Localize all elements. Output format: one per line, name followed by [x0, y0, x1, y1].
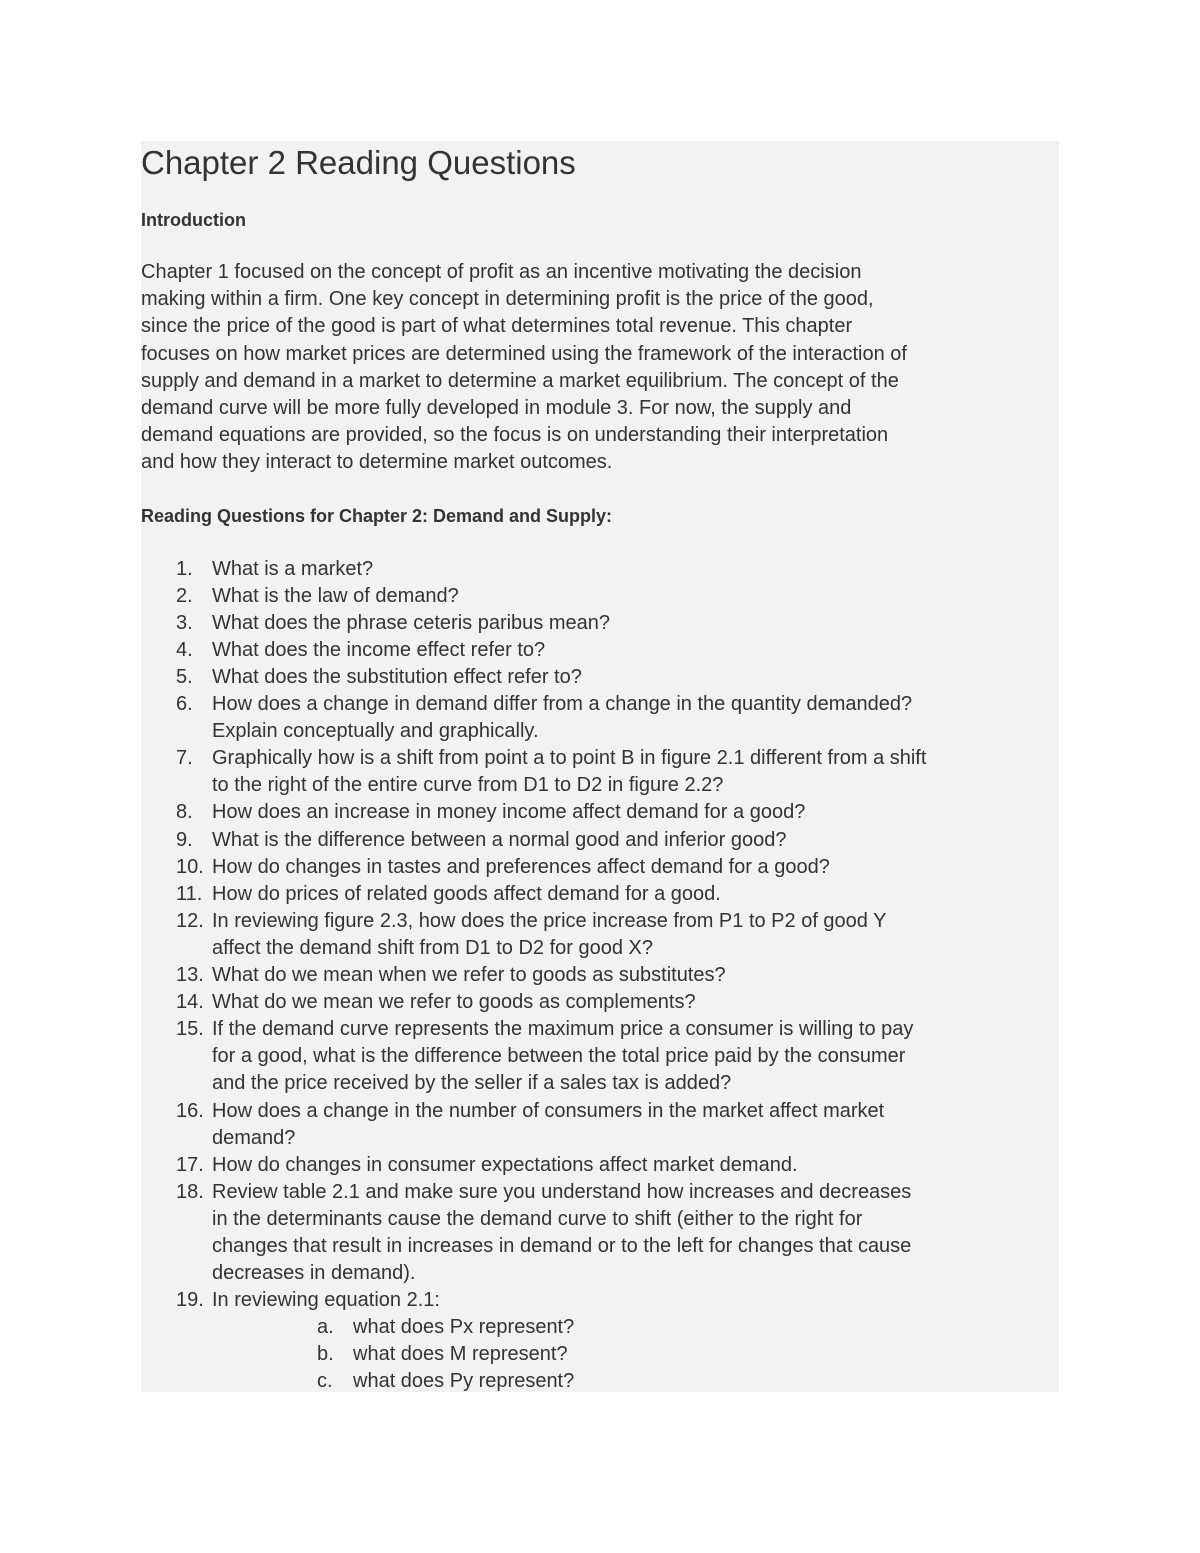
sub-question-text: what does M represent? [353, 1343, 568, 1366]
question-text: What do we mean we refer to goods as complements? [212, 991, 696, 1014]
question-number: 19. [176, 1289, 204, 1312]
page-title: Chapter 2 Reading Questions [141, 144, 576, 181]
paragraph-line: since the price of the good is part of what determines total revenue. This chapter [141, 315, 853, 338]
question-text: How do changes in tastes and preferences affect demand for a good? [212, 855, 830, 878]
question-text: What is the law of demand? [212, 584, 459, 607]
question-number: 13. [176, 964, 204, 987]
paragraph-line: supply and demand in a market to determine a market equilibrium. The concept of the [141, 369, 899, 392]
question-item [141, 1016, 1059, 1097]
question-text: How do changes in consumer expectations affect market demand. [212, 1153, 798, 1176]
question-text: How does an increase in money income affect demand for a good? [212, 801, 806, 824]
sub-question-letter: c. [317, 1370, 333, 1393]
sub-question-item [212, 1368, 1059, 1395]
introduction-heading: Introduction [141, 210, 246, 230]
questions-heading: Reading Questions for Chapter 2: Demand and Supply: [141, 505, 613, 526]
question-text: What does the income effect refer to? [212, 638, 546, 661]
question-item [141, 1098, 1059, 1152]
question-text: and the price received by the seller if a sales tax is added? [212, 1072, 732, 1095]
question-text: In reviewing equation 2.1: [212, 1289, 440, 1312]
question-text: changes that result in increases in demand or to the left for changes that cause [212, 1234, 912, 1257]
question-number: 7. [176, 747, 193, 770]
question-number: 11. [176, 882, 203, 905]
question-text: for a good, what is the difference between the total price paid by the consumer [212, 1045, 906, 1068]
paragraph-line: making within a firm. One key concept in determining profit is the price of the good, [141, 288, 874, 311]
question-text: If the demand curve represents the maximum price a consumer is willing to pay [212, 1018, 914, 1041]
question-item [141, 583, 1059, 610]
question-text: In reviewing figure 2.3, how does the price increase from P1 to P2 of good Y [212, 909, 887, 932]
question-text: in the determinants cause the demand curve to shift (either to the right for [212, 1207, 863, 1230]
question-text: What does the substitution effect refer to? [212, 666, 582, 688]
question-item [141, 556, 1059, 583]
question-text: decreases in demand). [212, 1262, 416, 1285]
question-number: 10. [176, 855, 204, 878]
question-number: 5. [176, 666, 193, 688]
document-body [141, 141, 1059, 1396]
question-item [141, 691, 1059, 745]
question-item [141, 610, 1059, 637]
question-item [141, 1287, 1059, 1395]
question-number: 1. [176, 557, 193, 580]
paragraph-line: demand curve will be more fully developed in module 3. For now, the supply and [141, 397, 852, 420]
sub-question-text: what does Py represent? [353, 1370, 575, 1393]
sub-question-letter: b. [317, 1343, 334, 1366]
question-item [141, 962, 1059, 989]
question-text: Graphically how is a shift from point a to point B in figure 2.1 different from a shift [212, 747, 927, 770]
question-item [141, 745, 1059, 799]
sub-question-text: what does Px represent? [353, 1316, 575, 1339]
question-text: Explain conceptually and graphically. [212, 720, 539, 743]
question-number: 12. [176, 909, 204, 932]
question-item [141, 989, 1059, 1016]
question-item [141, 1152, 1059, 1179]
introduction-paragraph [141, 259, 1051, 477]
question-item [141, 827, 1059, 854]
sub-question-item [212, 1314, 1059, 1341]
question-number: 15. [176, 1018, 204, 1041]
question-number: 18. [176, 1180, 204, 1203]
question-text: What do we mean when we refer to goods as substitutes? [212, 964, 726, 987]
question-list [141, 556, 1059, 1396]
question-number: 9. [176, 828, 193, 851]
question-text: What is the difference between a normal good and inferior good? [212, 828, 787, 851]
question-number: 6. [176, 693, 193, 716]
question-text: demand? [212, 1126, 296, 1149]
question-item [141, 908, 1059, 962]
sub-question-letter: a. [317, 1316, 334, 1339]
paragraph-line: demand equations are provided, so the focus is on understanding their interpretation [141, 424, 889, 447]
question-number: 3. [176, 611, 193, 634]
question-item [141, 799, 1059, 826]
sub-question-list [212, 1314, 1059, 1395]
question-item [141, 664, 1059, 691]
question-number: 2. [176, 584, 193, 607]
paragraph-line: Chapter 1 focused on the concept of profit as an incentive motivating the decision [141, 261, 862, 283]
question-text: How does a change in the number of consumers in the market affect market [212, 1099, 885, 1122]
question-text: How does a change in demand differ from a change in the quantity demanded? [212, 693, 913, 716]
question-item [141, 854, 1059, 881]
question-number: 8. [176, 801, 193, 824]
question-text: Review table 2.1 and make sure you understand how increases and decreases [212, 1180, 912, 1203]
question-number: 17. [176, 1153, 204, 1176]
question-text: to the right of the entire curve from D1 to D2 in figure 2.2? [212, 774, 724, 797]
paragraph-line: focuses on how market prices are determined using the framework of the interaction of [141, 342, 907, 365]
question-item [141, 637, 1059, 664]
question-number: 4. [176, 638, 193, 661]
question-text: What is a market? [212, 557, 374, 580]
question-number: 16. [176, 1099, 204, 1122]
question-text: What does the phrase ceteris paribus mean? [212, 611, 610, 634]
question-text: affect the demand shift from D1 to D2 for good X? [212, 936, 653, 959]
question-number: 14. [176, 991, 204, 1014]
question-item [141, 1179, 1059, 1287]
question-text: How do prices of related goods affect demand for a good. [212, 882, 721, 905]
paragraph-line: and how they interact to determine market outcomes. [141, 451, 613, 474]
question-item [141, 881, 1059, 908]
sub-question-item [212, 1341, 1059, 1368]
shaded-content-block [141, 141, 1059, 1392]
